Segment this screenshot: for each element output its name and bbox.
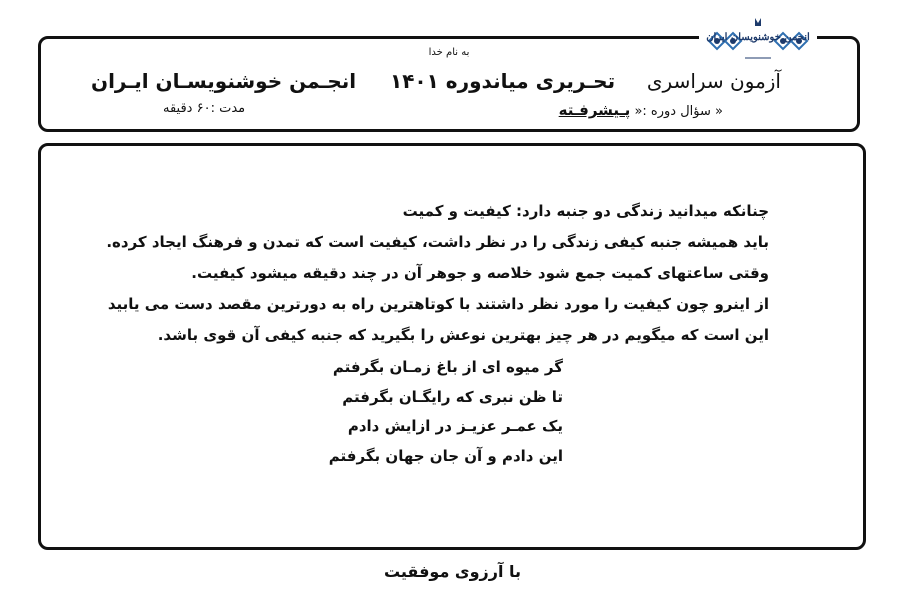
course-suffix: » bbox=[715, 104, 723, 119]
poem-verse: گر میوه ای از باغ زمـان بگرفتم bbox=[332, 358, 563, 376]
association-title: انجـمن خوشنویسـان ایـران bbox=[91, 69, 357, 93]
poem bbox=[323, 353, 563, 471]
prose-line: وقتی ساعتهای کمیت جمع شود خلاصه و جوهر آن در چند دقیقه میشود کیفیت. bbox=[191, 264, 769, 282]
exam-title bbox=[390, 69, 781, 93]
prose-line: این است که میگویم در هر چیز بهترین نوعش را بگیرید که جنبه کیفی آن قوی باشد. bbox=[157, 326, 769, 344]
exam-title-bold: تحـریری میاندوره ۱۴۰۱ bbox=[389, 69, 616, 93]
prose-line: چنانکه میدانید زندگی دو جنبه دارد: کیفیت و کمیت bbox=[402, 202, 769, 220]
prose-line: از اینرو چون کیفیت را مورد نظر داشتند با کوتاهترین راه به دورترین مقصد دست می یابید bbox=[107, 295, 769, 313]
poem-verse: این دادم و آن جان جهان بگرفتم bbox=[328, 446, 563, 465]
good-luck-message: با آرزوی موفقیت bbox=[383, 562, 522, 581]
exam-title-prefix: آزمون سراسری bbox=[646, 69, 781, 93]
association-logo bbox=[699, 14, 817, 68]
logo-text: انجمن خوشنویسان ایران bbox=[706, 32, 810, 43]
poem-verse: تا ظن نبری که رایگـان بگرفتم bbox=[342, 387, 563, 406]
course-level: پـیشرفـته bbox=[558, 101, 631, 119]
besmellah: به نام خدا bbox=[428, 47, 470, 58]
exam-duration: مدت :۶۰ دقیقه bbox=[163, 101, 246, 116]
prose-text bbox=[106, 196, 769, 351]
exam-text-box bbox=[38, 143, 866, 550]
prose-line: باید همیشه جنبه کیفی زندگی را در نظر داشت، کیفیت است که تمدن و فرهنگ ایجاد کرده. bbox=[106, 233, 769, 251]
course-prefix: سؤال دوره :« bbox=[634, 104, 711, 119]
course-label bbox=[559, 101, 723, 119]
poem-verse: یک عمـر عزیـز در ازایش دادم bbox=[347, 417, 563, 435]
